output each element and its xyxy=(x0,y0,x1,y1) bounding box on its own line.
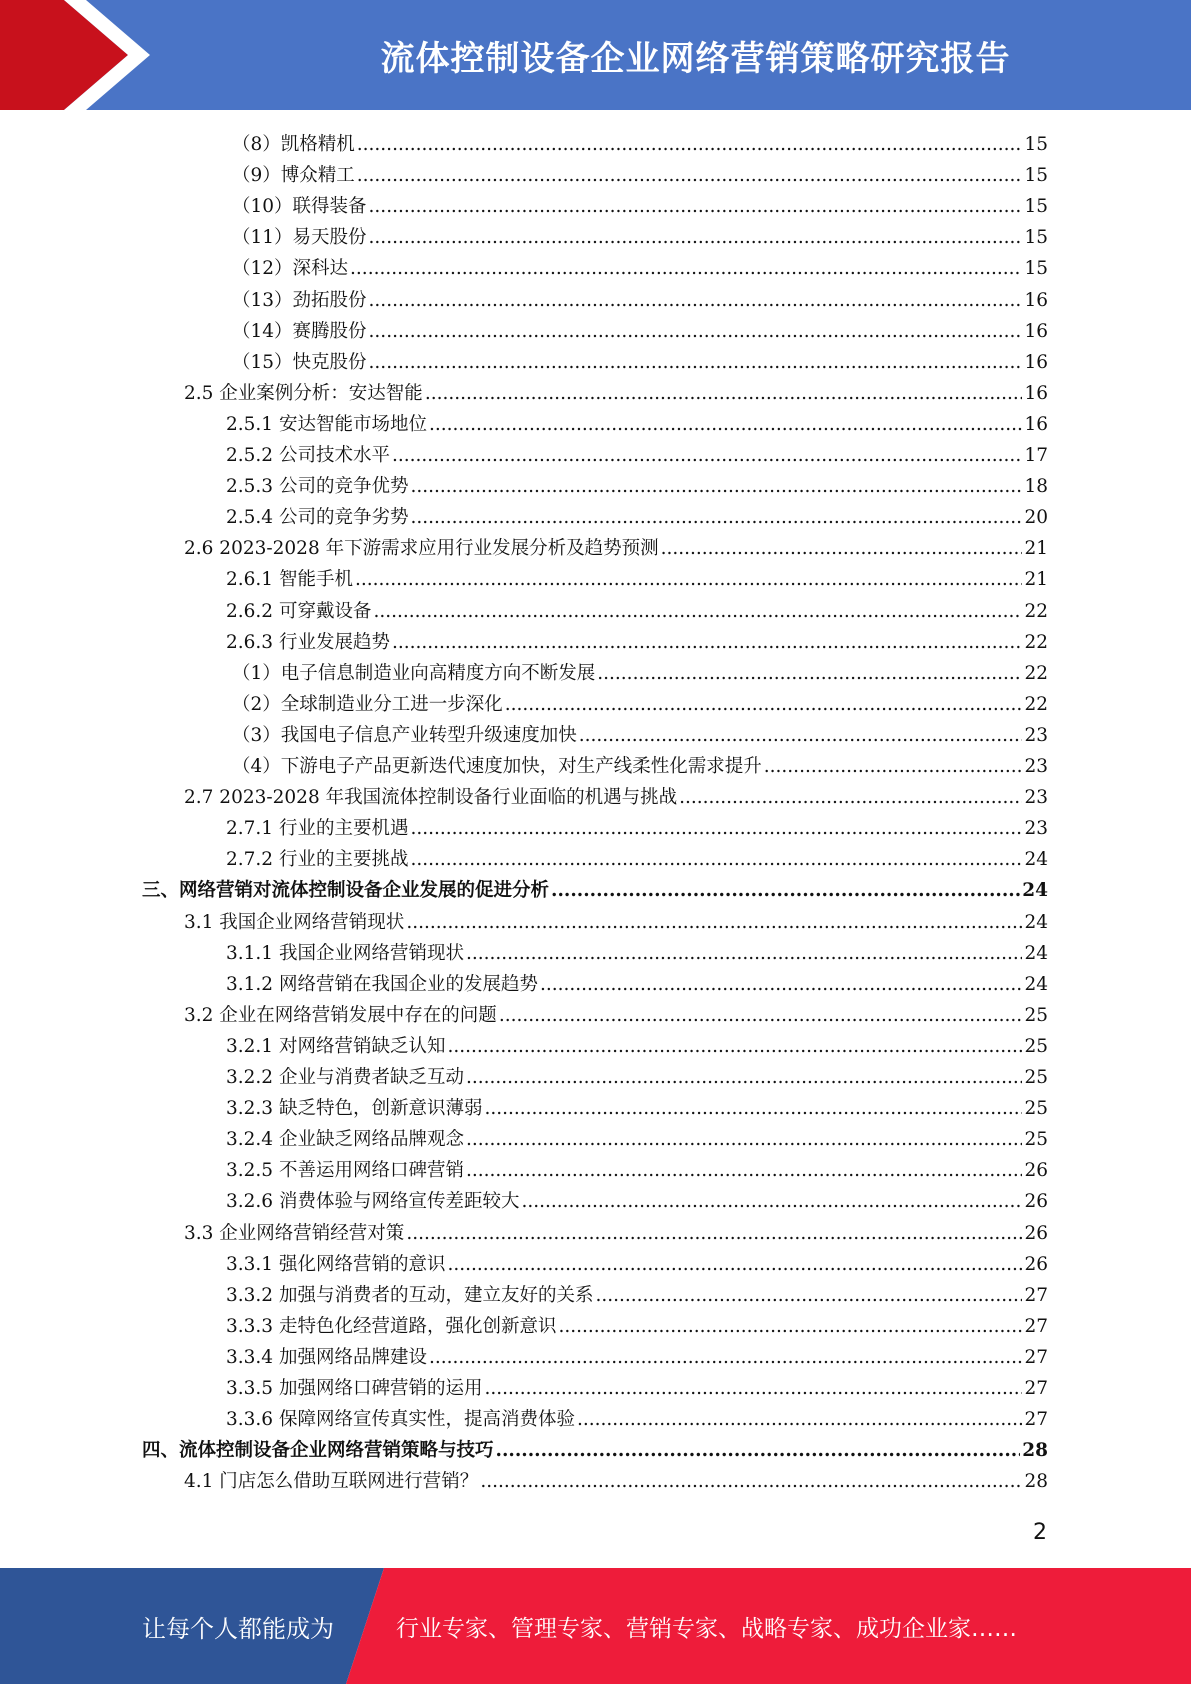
toc-entry-page: 28 xyxy=(1024,1471,1048,1493)
toc-dot-leader xyxy=(447,1253,1022,1277)
toc-entry-label: 2.7.1 行业的主要机遇 xyxy=(226,818,409,840)
toc-entry-page: 22 xyxy=(1024,600,1048,622)
toc-entry-page: 24 xyxy=(1024,911,1048,933)
toc-entry[interactable] xyxy=(226,935,1048,966)
toc-entry-label: 3.2.4 企业缺乏网络品牌观念 xyxy=(226,1129,464,1151)
toc-entry-label: （2）全球制造业分工进一步深化 xyxy=(232,693,503,715)
toc-entry-label: 3.3.2 加强与消费者的互动，建立友好的关系 xyxy=(226,1284,594,1306)
toc-entry-page: 27 xyxy=(1024,1315,1048,1337)
toc-entry-label: 3.2.3 缺乏特色，创新意识薄弱 xyxy=(226,1098,483,1120)
toc-entry[interactable] xyxy=(142,1432,1048,1463)
toc-dot-leader xyxy=(369,320,1023,344)
toc-entry[interactable] xyxy=(184,997,1048,1028)
toc-entry-label: 3.3.1 强化网络营销的意识 xyxy=(226,1253,446,1275)
toc-entry-label: 3.2.5 不善运用网络口碑营销 xyxy=(226,1160,464,1182)
toc-dot-leader xyxy=(410,848,1022,872)
toc-entry-label: 4.1 门店怎么借助互联网进行营销？ xyxy=(184,1471,479,1493)
toc-entry[interactable] xyxy=(226,1246,1048,1277)
toc-entry-label: 3.3.5 加强网络口碑营销的运用 xyxy=(226,1378,483,1399)
toc-entry-page: 24 xyxy=(1022,880,1048,902)
toc-entry[interactable] xyxy=(142,872,1048,903)
toc-entry-page: 24 xyxy=(1024,973,1048,995)
toc-entry-page: 23 xyxy=(1024,787,1048,809)
toc-entry-label: 3.2.2 企业与消费者缺乏互动 xyxy=(226,1067,464,1088)
header-arrow-decoration xyxy=(0,0,160,110)
footer-slogan-left: 让每个人都能成为 xyxy=(142,1614,334,1643)
toc-entry-label: 2.6.2 可穿戴设备 xyxy=(226,600,372,622)
toc-entry[interactable] xyxy=(226,593,1048,624)
toc-entry-label: 3.2.1 对网络营销缺乏认知 xyxy=(226,1035,446,1057)
toc-dot-leader xyxy=(350,257,1022,281)
toc-entry[interactable] xyxy=(232,282,1048,313)
toc-dot-leader xyxy=(369,195,1023,219)
toc-entry-page: 23 xyxy=(1024,724,1048,746)
toc-entry[interactable] xyxy=(226,1152,1048,1183)
toc-entry[interactable] xyxy=(226,406,1048,437)
toc-dot-leader xyxy=(369,351,1023,375)
toc-entry-label: 2.7.2 行业的主要挑战 xyxy=(226,849,409,871)
page-number: 2 xyxy=(1033,1520,1047,1545)
toc-entry-page: 26 xyxy=(1024,1253,1048,1275)
toc-entry-label: 三、网络营销对流体控制设备企业发展的促进分析 xyxy=(142,880,550,902)
toc-entry-page: 16 xyxy=(1024,382,1048,404)
toc-entry-page: 26 xyxy=(1024,1191,1048,1213)
toc-entry-label: 四、流体控制设备企业网络营销策略与技巧 xyxy=(142,1440,494,1462)
toc-dot-leader xyxy=(484,1097,1022,1121)
toc-entry-page: 15 xyxy=(1024,227,1048,249)
toc-entry-page: 27 xyxy=(1024,1346,1048,1368)
toc-entry[interactable] xyxy=(226,468,1048,499)
toc-entry-label: （4）下游电子产品更新迭代速度加快，对生产线柔性化需求提升 xyxy=(232,756,762,777)
toc-entry[interactable] xyxy=(184,530,1048,561)
toc-entry[interactable] xyxy=(226,1401,1048,1432)
toc-entry-label: （1）电子信息制造业向高精度方向不断发展 xyxy=(232,662,596,684)
toc-dot-leader xyxy=(577,1408,1022,1432)
toc-entry[interactable] xyxy=(232,188,1048,219)
toc-entry-page: 20 xyxy=(1024,507,1048,529)
toc-dot-leader xyxy=(425,382,1023,406)
toc-entry[interactable] xyxy=(226,966,1048,997)
toc-entry-page: 27 xyxy=(1024,1409,1048,1431)
footer-slogan-right: 行业专家、管理专家、营销专家、战略专家、成功企业家…… xyxy=(396,1615,1017,1642)
toc-dot-leader xyxy=(392,444,1022,468)
toc-entry[interactable] xyxy=(184,1463,1048,1494)
toc-entry-page: 25 xyxy=(1024,1129,1048,1151)
toc-entry-page: 25 xyxy=(1024,1098,1048,1120)
toc-entry-page: 15 xyxy=(1024,196,1048,218)
toc-entry[interactable] xyxy=(226,841,1048,872)
toc-entry-label: （3）我国电子信息产业转型升级速度加快 xyxy=(232,724,577,746)
toc-dot-leader xyxy=(410,475,1022,499)
toc-entry-page: 22 xyxy=(1024,631,1048,653)
toc-entry[interactable] xyxy=(232,126,1048,157)
toc-entry-label: 3.2 企业在网络营销发展中存在的问题 xyxy=(184,1004,497,1026)
header-band xyxy=(0,0,1191,110)
toc-entry-label: 2.6.3 行业发展趋势 xyxy=(226,631,390,653)
toc-entry[interactable] xyxy=(226,810,1048,841)
toc-entry-label: 2.5 企业案例分析：安达智能 xyxy=(184,382,423,404)
footer-band xyxy=(0,1568,1191,1684)
toc-entry[interactable] xyxy=(226,437,1048,468)
toc-dot-leader xyxy=(392,631,1022,655)
toc-entry[interactable] xyxy=(232,219,1048,250)
toc-entry-label: 3.2.6 消费体验与网络宣传差距较大 xyxy=(226,1191,520,1213)
toc-entry-label: 3.1.2 网络营销在我国企业的发展趋势 xyxy=(226,973,538,995)
document-title: 流体控制设备企业网络营销策略研究报告 xyxy=(380,38,1011,79)
toc-entry[interactable] xyxy=(226,1028,1048,1059)
toc-entry[interactable] xyxy=(232,344,1048,375)
toc-entry-page: 25 xyxy=(1024,1035,1048,1057)
toc-dot-leader xyxy=(410,817,1022,841)
toc-dot-leader xyxy=(505,693,1023,717)
toc-entry-label: 3.3.4 加强网络品牌建设 xyxy=(226,1346,427,1368)
toc-entry-page: 22 xyxy=(1024,693,1048,715)
toc-entry-page: 15 xyxy=(1024,134,1048,155)
toc-entry-page: 25 xyxy=(1024,1067,1048,1088)
toc-entry[interactable] xyxy=(184,375,1048,406)
toc-entry-label: （8）凯格精机 xyxy=(232,134,355,155)
toc-entry-page: 16 xyxy=(1024,289,1048,311)
toc-entry[interactable] xyxy=(184,904,1048,935)
toc-dot-leader xyxy=(679,786,1022,810)
toc-entry-label: 3.3.6 保障网络宣传真实性，提高消费体验 xyxy=(226,1409,575,1431)
toc-entry[interactable] xyxy=(226,1339,1048,1370)
toc-dot-leader xyxy=(579,724,1023,748)
toc-entry[interactable] xyxy=(232,686,1048,717)
toc-entry[interactable] xyxy=(226,624,1048,655)
toc-entry-label: （10）联得装备 xyxy=(232,196,367,218)
toc-entry-label: （13）劲拓股份 xyxy=(232,289,367,311)
toc-entry-label: 3.3 企业网络营销经营对策 xyxy=(184,1222,405,1244)
toc-dot-leader xyxy=(551,879,1020,903)
toc-dot-leader xyxy=(558,1315,1022,1339)
toc-entry-label: 3.3.3 走特色化经营道路，强化创新意识 xyxy=(226,1315,557,1337)
toc-dot-leader xyxy=(764,755,1023,779)
toc-entry[interactable] xyxy=(226,1370,1048,1401)
toc-entry[interactable] xyxy=(226,561,1048,592)
toc-entry-page: 16 xyxy=(1024,320,1048,342)
toc-entry-label: 2.5.2 公司技术水平 xyxy=(226,445,390,466)
toc-entry-label: （12）深科达 xyxy=(232,258,349,280)
toc-entry-page: 17 xyxy=(1024,445,1048,466)
toc-dot-leader xyxy=(355,568,1023,592)
toc-dot-leader xyxy=(410,506,1022,530)
toc-entry-page: 24 xyxy=(1024,849,1048,871)
toc-entry-page: 26 xyxy=(1024,1222,1048,1244)
toc-dot-leader xyxy=(466,1066,1022,1090)
toc-entry[interactable] xyxy=(226,499,1048,530)
toc-entry[interactable] xyxy=(232,250,1048,281)
toc-entry-page: 16 xyxy=(1024,413,1048,435)
toc-entry-label: 2.5.3 公司的竞争优势 xyxy=(226,476,409,498)
toc-entry-page: 22 xyxy=(1024,662,1048,684)
toc-dot-leader xyxy=(496,1439,1021,1463)
toc-entry-label: 2.6.1 智能手机 xyxy=(226,569,353,591)
toc-entry[interactable] xyxy=(184,779,1048,810)
toc-entry[interactable] xyxy=(226,1183,1048,1214)
toc-entry[interactable] xyxy=(232,313,1048,344)
toc-entry[interactable] xyxy=(226,1277,1048,1308)
toc-entry-page: 23 xyxy=(1024,756,1048,777)
toc-entry-label: （14）赛腾股份 xyxy=(232,320,367,342)
toc-entry-label: 3.1.1 我国企业网络营销现状 xyxy=(226,942,464,964)
toc-dot-leader xyxy=(406,1222,1022,1246)
toc-dot-leader xyxy=(661,537,1023,561)
toc-entry[interactable] xyxy=(226,1308,1048,1339)
toc-entry-label: 3.1 我国企业网络营销现状 xyxy=(184,911,405,933)
toc-dot-leader xyxy=(499,1004,1023,1028)
toc-entry-page: 27 xyxy=(1024,1378,1048,1399)
toc-entry[interactable] xyxy=(232,717,1048,748)
toc-dot-leader xyxy=(597,662,1022,686)
toc-dot-leader xyxy=(484,1377,1022,1401)
toc-entry[interactable] xyxy=(226,1121,1048,1152)
toc-entry[interactable] xyxy=(232,157,1048,188)
toc-entry[interactable] xyxy=(232,655,1048,686)
toc-dot-leader xyxy=(466,1159,1022,1183)
toc-entry[interactable] xyxy=(184,1215,1048,1246)
toc-dot-leader xyxy=(466,1128,1022,1152)
toc-dot-leader xyxy=(466,942,1022,966)
toc-entry-label: 2.6 2023-2028 年下游需求应用行业发展分析及趋势预测 xyxy=(184,538,659,560)
toc-entry-label: （9）博众精工 xyxy=(232,165,355,187)
toc-entry[interactable] xyxy=(232,748,1048,779)
toc-dot-leader xyxy=(369,289,1023,313)
toc-dot-leader xyxy=(429,1346,1022,1370)
toc-entry-label: 2.5.4 公司的竞争劣势 xyxy=(226,507,409,529)
toc-dot-leader xyxy=(429,413,1022,437)
toc-dot-leader xyxy=(357,164,1023,188)
toc-entry-label: 2.5.1 安达智能市场地位 xyxy=(226,413,427,435)
toc-dot-leader xyxy=(357,133,1023,157)
toc-entry-label: （15）快克股份 xyxy=(232,351,367,373)
toc-entry-page: 15 xyxy=(1024,165,1048,187)
toc-dot-leader xyxy=(369,226,1023,250)
toc-dot-leader xyxy=(540,973,1022,997)
toc-dot-leader xyxy=(406,911,1022,935)
toc-entry-page: 26 xyxy=(1024,1160,1048,1182)
toc-entry-page: 18 xyxy=(1024,476,1048,498)
toc-entry-label: （11）易天股份 xyxy=(232,227,367,249)
toc-entry[interactable] xyxy=(226,1090,1048,1121)
toc-entry-page: 25 xyxy=(1024,1004,1048,1026)
toc-dot-leader xyxy=(480,1470,1022,1494)
toc-dot-leader xyxy=(447,1035,1022,1059)
toc-entry-page: 24 xyxy=(1024,942,1048,964)
toc-dot-leader xyxy=(521,1190,1022,1214)
toc-entry-label: 2.7 2023-2028 年我国流体控制设备行业面临的机遇与挑战 xyxy=(184,787,678,809)
toc-dot-leader xyxy=(373,600,1022,624)
toc-entry-page: 15 xyxy=(1024,258,1048,280)
toc-entry-page: 16 xyxy=(1024,351,1048,373)
toc-entry-page: 21 xyxy=(1024,538,1048,560)
toc-entry-page: 21 xyxy=(1024,569,1048,591)
toc-dot-leader xyxy=(595,1284,1022,1308)
toc-entry-page: 23 xyxy=(1024,818,1048,840)
toc-entry[interactable] xyxy=(226,1059,1048,1090)
toc-entry-page: 27 xyxy=(1024,1284,1048,1306)
toc-entry-page: 28 xyxy=(1022,1440,1048,1462)
